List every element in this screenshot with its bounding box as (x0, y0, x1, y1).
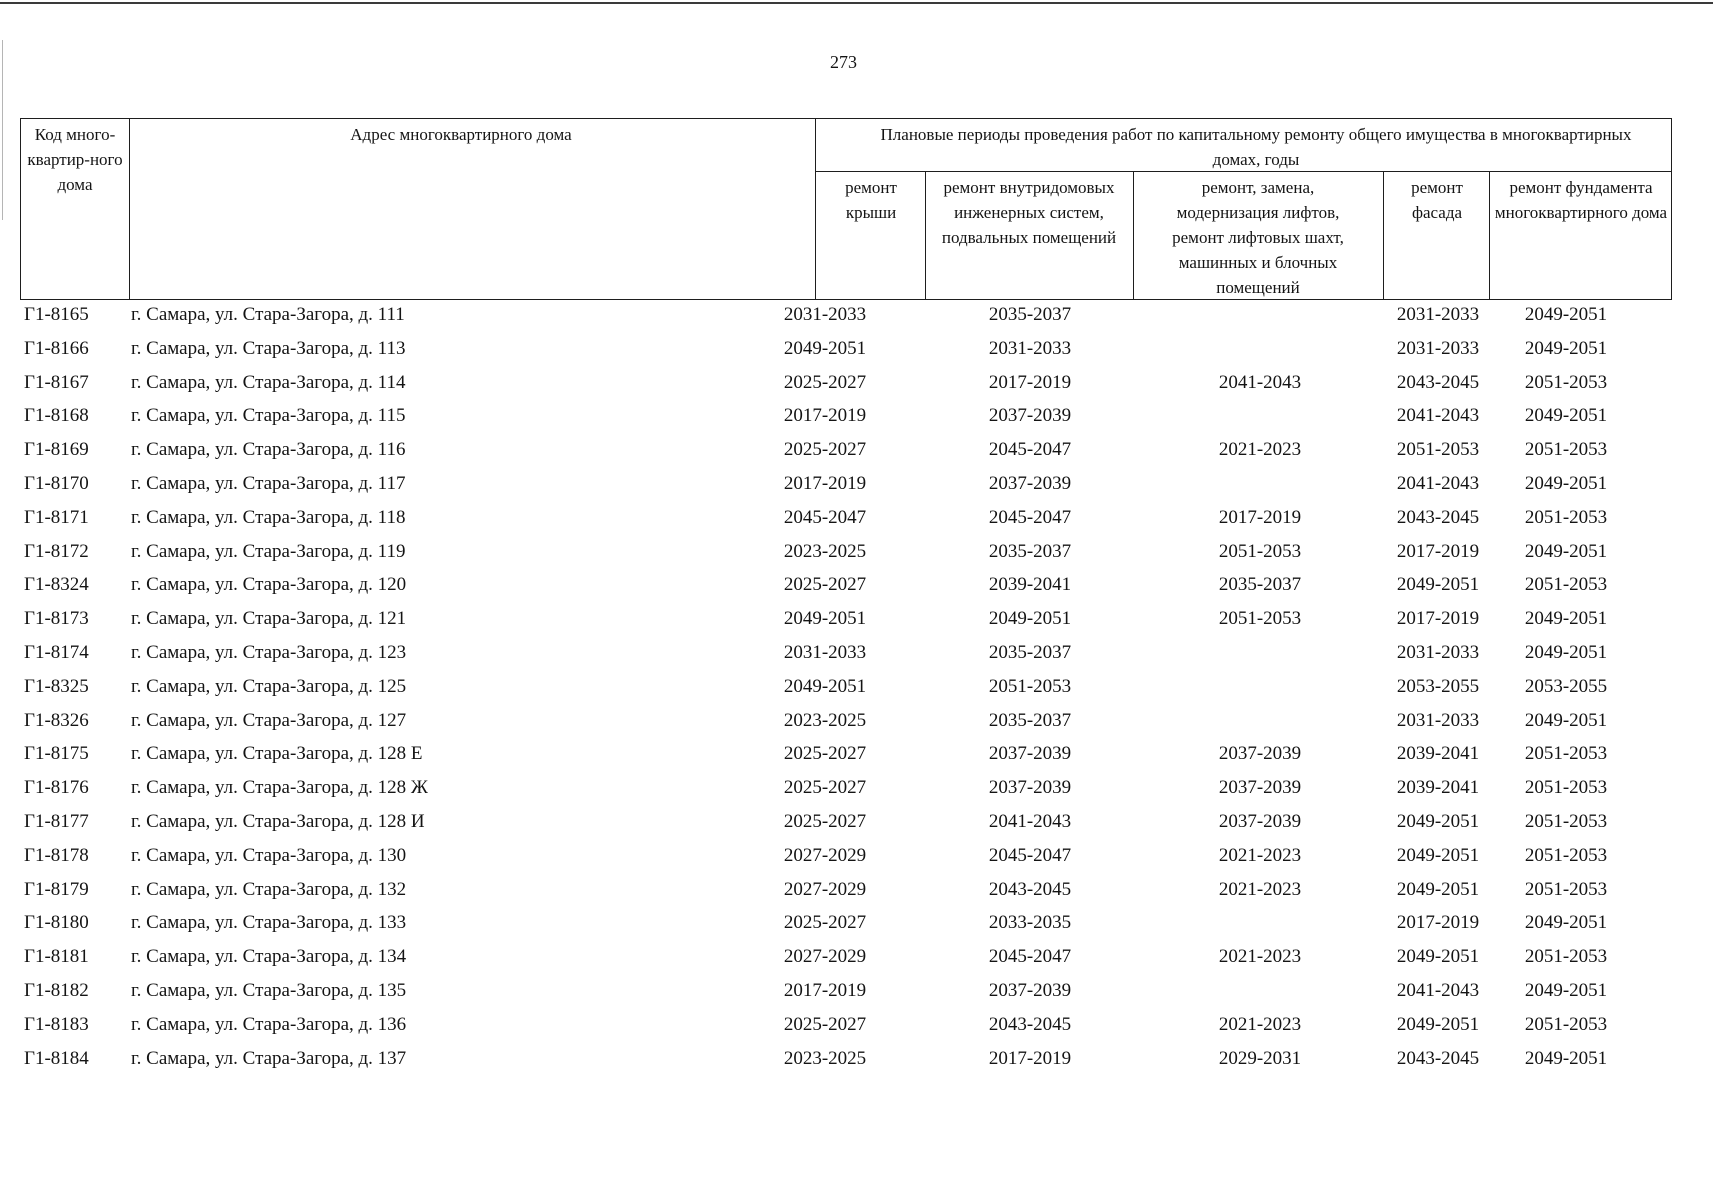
cell-code: Г1-8172 (24, 540, 89, 562)
cell-code: Г1-8178 (24, 844, 89, 866)
cell-roof: 2049-2051 (783, 337, 867, 359)
table-row (20, 604, 1672, 638)
cell-code: Г1-8169 (24, 439, 89, 461)
cell-roof: 2017-2019 (783, 405, 867, 427)
table-row (20, 300, 1672, 334)
cell-engineering: 2045-2047 (988, 439, 1072, 461)
cell-roof: 2025-2027 (783, 810, 867, 832)
cell-address: г. Самара, ул. Стара-Загора, д. 111 (131, 304, 405, 325)
cell-foundation: 2051-2053 (1524, 506, 1608, 528)
cell-code: Г1-8184 (24, 1047, 89, 1069)
cell-address: г. Самара, ул. Стара-Загора, д. 113 (131, 337, 406, 359)
cell-address: г. Самара, ул. Стара-Загора, д. 118 (131, 506, 406, 528)
table-row (20, 368, 1672, 402)
cell-facade: 2049-2051 (1396, 810, 1480, 832)
page-number: 273 (830, 52, 857, 72)
cell-roof: 2025-2027 (783, 574, 867, 596)
cell-foundation: 2049-2051 (1524, 608, 1608, 630)
header-address: Адрес многоквартирного дома (350, 125, 572, 144)
cell-facade: 2031-2033 (1396, 709, 1480, 731)
cell-code: Г1-8325 (24, 675, 89, 697)
header-roof: ремонт крыши (845, 178, 897, 222)
cell-foundation: 2049-2051 (1524, 337, 1608, 359)
cell-engineering: 2037-2039 (988, 979, 1072, 1001)
cell-address: г. Самара, ул. Стара-Загора, д. 116 (131, 439, 406, 461)
header-divider (1133, 171, 1134, 299)
cell-code: Г1-8170 (24, 472, 89, 494)
cell-code: Г1-8177 (24, 810, 89, 832)
cell-roof: 2031-2033 (783, 641, 867, 663)
cell-engineering: 2051-2053 (988, 675, 1072, 697)
cell-engineering: 2031-2033 (988, 337, 1072, 359)
cell-roof: 2025-2027 (783, 371, 867, 393)
cell-foundation: 2051-2053 (1524, 1013, 1608, 1035)
cell-roof: 2025-2027 (783, 439, 867, 461)
cell-facade: 2039-2041 (1396, 777, 1480, 799)
cell-foundation: 2051-2053 (1524, 810, 1608, 832)
cell-engineering: 2017-2019 (988, 1047, 1072, 1069)
cell-facade: 2041-2043 (1396, 405, 1480, 427)
cell-engineering: 2037-2039 (988, 472, 1072, 494)
cell-engineering: 2043-2045 (988, 878, 1072, 900)
table-row (20, 841, 1672, 875)
cell-engineering: 2035-2037 (988, 304, 1072, 325)
cell-address: г. Самара, ул. Стара-Загора, д. 127 (131, 709, 407, 731)
table-row (20, 334, 1672, 368)
cell-address: г. Самара, ул. Стара-Загора, д. 117 (131, 472, 406, 494)
table-row (20, 638, 1672, 672)
cell-foundation: 2049-2051 (1524, 405, 1608, 427)
cell-foundation: 2051-2053 (1524, 439, 1608, 461)
cell-roof: 2023-2025 (783, 709, 867, 731)
cell-code: Г1-8324 (24, 574, 89, 596)
table-row (20, 469, 1672, 503)
cell-engineering: 2049-2051 (988, 608, 1072, 630)
cell-facade: 2049-2051 (1396, 878, 1480, 900)
cell-foundation: 2051-2053 (1524, 878, 1608, 900)
header-divider (129, 119, 130, 299)
cell-elevators: 2021-2023 (1218, 878, 1302, 900)
cell-code: Г1-8175 (24, 743, 89, 765)
cell-address: г. Самара, ул. Стара-Загора, д. 125 (131, 675, 407, 697)
cell-elevators: 2037-2039 (1218, 810, 1302, 832)
cell-code: Г1-8182 (24, 979, 89, 1001)
cell-address: г. Самара, ул. Стара-Загора, д. 135 (131, 979, 407, 1001)
cell-address: г. Самара, ул. Стара-Загора, д. 115 (131, 405, 406, 427)
cell-roof: 2031-2033 (783, 304, 867, 325)
table-row (20, 908, 1672, 942)
cell-address: г. Самара, ул. Стара-Загора, д. 136 (131, 1013, 407, 1035)
cell-code: Г1-8183 (24, 1013, 89, 1035)
cell-facade: 2017-2019 (1396, 912, 1480, 934)
cell-code: Г1-8181 (24, 946, 89, 968)
cell-roof: 2049-2051 (783, 608, 867, 630)
cell-elevators: 2021-2023 (1218, 946, 1302, 968)
cell-foundation: 2049-2051 (1524, 472, 1608, 494)
table-row (20, 1044, 1672, 1078)
table-row (20, 875, 1672, 909)
cell-code: Г1-8168 (24, 405, 89, 427)
cell-facade: 2041-2043 (1396, 472, 1480, 494)
cell-foundation: 2049-2051 (1524, 1047, 1608, 1069)
cell-engineering: 2043-2045 (988, 1013, 1072, 1035)
table-row (20, 942, 1672, 976)
cell-facade: 2049-2051 (1396, 844, 1480, 866)
cell-address: г. Самара, ул. Стара-Загора, д. 128 И (131, 810, 425, 832)
cell-foundation: 2049-2051 (1524, 540, 1608, 562)
cell-address: г. Самара, ул. Стара-Загора, д. 133 (131, 912, 407, 934)
table-row (20, 1010, 1672, 1044)
header-divider (815, 119, 816, 299)
cell-roof: 2027-2029 (783, 878, 867, 900)
cell-code: Г1-8176 (24, 777, 89, 799)
header-engineering: ремонт внутридомовых инженерных систем, подвальных помещений (941, 178, 1117, 247)
cell-facade: 2031-2033 (1396, 337, 1480, 359)
cell-elevators: 2035-2037 (1218, 574, 1302, 596)
cell-foundation: 2051-2053 (1524, 946, 1608, 968)
cell-elevators: 2029-2031 (1218, 1047, 1302, 1069)
cell-facade: 2017-2019 (1396, 608, 1480, 630)
cell-facade: 2053-2055 (1396, 675, 1480, 697)
cell-facade: 2043-2045 (1396, 371, 1480, 393)
cell-elevators: 2051-2053 (1218, 608, 1302, 630)
cell-code: Г1-8167 (24, 371, 89, 393)
table-row (20, 773, 1672, 807)
cell-facade: 2043-2045 (1396, 1047, 1480, 1069)
header-divider (925, 171, 926, 299)
cell-foundation: 2053-2055 (1524, 675, 1608, 697)
cell-elevators: 2021-2023 (1218, 439, 1302, 461)
header-facade: ремонт фасада (1411, 178, 1463, 222)
cell-address: г. Самара, ул. Стара-Загора, д. 130 (131, 844, 407, 866)
table-row (20, 739, 1672, 773)
cell-facade: 2041-2043 (1396, 979, 1480, 1001)
cell-code: Г1-8326 (24, 709, 89, 731)
cell-facade: 2043-2045 (1396, 506, 1480, 528)
table-body (20, 300, 1672, 1077)
cell-address: г. Самара, ул. Стара-Загора, д. 128 Е (131, 743, 423, 765)
cell-roof: 2025-2027 (783, 912, 867, 934)
cell-code: Г1-8179 (24, 878, 89, 900)
cell-address: г. Самара, ул. Стара-Загора, д. 121 (131, 608, 407, 630)
cell-foundation: 2051-2053 (1524, 777, 1608, 799)
cell-facade: 2049-2051 (1396, 946, 1480, 968)
cell-facade: 2049-2051 (1396, 574, 1480, 596)
cell-roof: 2025-2027 (783, 743, 867, 765)
scan-edge-line (2, 40, 3, 220)
cell-code: Г1-8174 (24, 641, 89, 663)
cell-code: Г1-8171 (24, 506, 89, 528)
cell-elevators: 2021-2023 (1218, 844, 1302, 866)
cell-roof: 2017-2019 (783, 979, 867, 1001)
header-code: Код много-квартир-ного дома (27, 125, 123, 194)
cell-engineering: 2035-2037 (988, 641, 1072, 663)
cell-foundation: 2051-2053 (1524, 371, 1608, 393)
table-row (20, 537, 1672, 571)
table-header (20, 118, 1672, 300)
cell-foundation: 2049-2051 (1524, 979, 1608, 1001)
cell-address: г. Самара, ул. Стара-Загора, д. 123 (131, 641, 407, 663)
table-row (20, 807, 1672, 841)
cell-foundation: 2051-2053 (1524, 743, 1608, 765)
cell-facade: 2049-2051 (1396, 1013, 1480, 1035)
cell-foundation: 2051-2053 (1524, 574, 1608, 596)
cell-address: г. Самара, ул. Стара-Загора, д. 120 (131, 574, 407, 596)
cell-roof: 2027-2029 (783, 844, 867, 866)
cell-engineering: 2039-2041 (988, 574, 1072, 596)
header-divider (1489, 171, 1490, 299)
cell-roof: 2023-2025 (783, 1047, 867, 1069)
cell-address: г. Самара, ул. Стара-Загора, д. 137 (131, 1047, 407, 1069)
cell-roof: 2025-2027 (783, 777, 867, 799)
cell-foundation: 2049-2051 (1524, 641, 1608, 663)
cell-foundation: 2049-2051 (1524, 709, 1608, 731)
cell-engineering: 2045-2047 (988, 506, 1072, 528)
table-row (20, 976, 1672, 1010)
cell-elevators: 2017-2019 (1218, 506, 1302, 528)
header-divider (1383, 171, 1384, 299)
table-row (20, 435, 1672, 469)
cell-engineering: 2041-2043 (988, 810, 1072, 832)
cell-address: г. Самара, ул. Стара-Загора, д. 134 (131, 946, 407, 968)
cell-elevators: 2041-2043 (1218, 371, 1302, 393)
cell-engineering: 2017-2019 (988, 371, 1072, 393)
cell-elevators: 2051-2053 (1218, 540, 1302, 562)
cell-roof: 2017-2019 (783, 472, 867, 494)
cell-roof: 2023-2025 (783, 540, 867, 562)
cell-engineering: 2037-2039 (988, 743, 1072, 765)
cell-foundation: 2049-2051 (1524, 912, 1608, 934)
table-row (20, 672, 1672, 706)
cell-code: Г1-8173 (24, 608, 89, 630)
cell-roof: 2045-2047 (783, 506, 867, 528)
header-elevators: ремонт, замена, модернизация лифтов, ремонт лифтовых шахт, машинных и блочных помещений (1172, 178, 1344, 297)
cell-engineering: 2033-2035 (988, 912, 1072, 934)
cell-elevators: 2021-2023 (1218, 1013, 1302, 1035)
header-periods: Плановые периоды проведения работ по капитальному ремонту общего имущества в многоквартирных домах, годы (880, 125, 1632, 169)
cell-engineering: 2035-2037 (988, 709, 1072, 731)
cell-facade: 2031-2033 (1396, 304, 1480, 325)
table-row (20, 401, 1672, 435)
cell-address: г. Самара, ул. Стара-Загора, д. 132 (131, 878, 407, 900)
cell-code: Г1-8165 (24, 304, 89, 325)
top-border-line (0, 2, 1713, 4)
table-row (20, 570, 1672, 604)
cell-roof: 2049-2051 (783, 675, 867, 697)
cell-foundation: 2051-2053 (1524, 844, 1608, 866)
cell-roof: 2027-2029 (783, 946, 867, 968)
cell-elevators: 2037-2039 (1218, 777, 1302, 799)
table-row (20, 503, 1672, 537)
cell-facade: 2017-2019 (1396, 540, 1480, 562)
cell-facade: 2051-2053 (1396, 439, 1480, 461)
cell-engineering: 2045-2047 (988, 844, 1072, 866)
cell-code: Г1-8166 (24, 337, 89, 359)
cell-code: Г1-8180 (24, 912, 89, 934)
cell-engineering: 2037-2039 (988, 777, 1072, 799)
header-foundation: ремонт фундамента многоквартирного дома (1494, 178, 1668, 222)
cell-elevators: 2037-2039 (1218, 743, 1302, 765)
cell-address: г. Самара, ул. Стара-Загора, д. 128 Ж (131, 777, 428, 799)
cell-roof: 2025-2027 (783, 1013, 867, 1035)
cell-address: г. Самара, ул. Стара-Загора, д. 114 (131, 371, 406, 393)
cell-address: г. Самара, ул. Стара-Загора, д. 119 (131, 540, 406, 562)
cell-facade: 2031-2033 (1396, 641, 1480, 663)
cell-facade: 2039-2041 (1396, 743, 1480, 765)
cell-engineering: 2035-2037 (988, 540, 1072, 562)
cell-engineering: 2045-2047 (988, 946, 1072, 968)
cell-foundation: 2049-2051 (1524, 304, 1608, 325)
table-row (20, 706, 1672, 740)
cell-engineering: 2037-2039 (988, 405, 1072, 427)
